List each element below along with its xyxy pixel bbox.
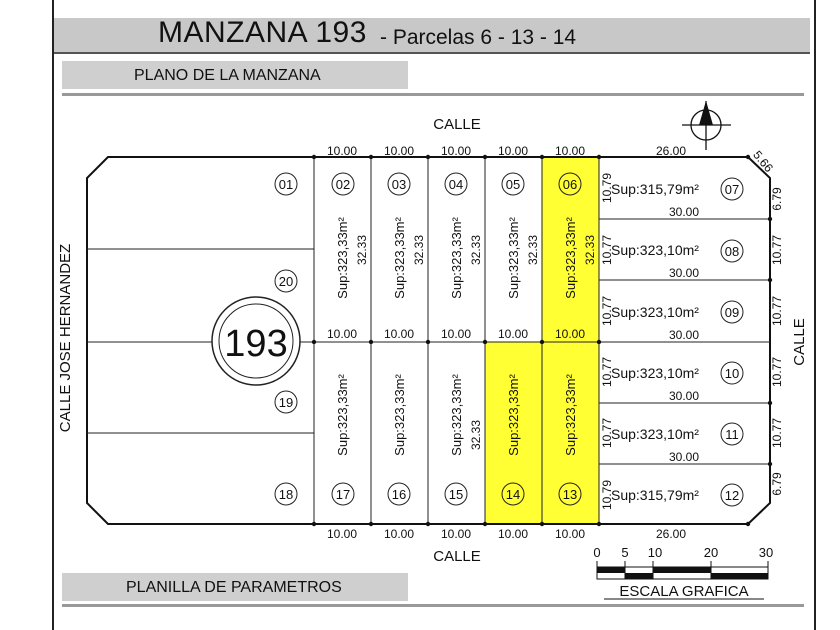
scale-tick: 0 [593,545,601,560]
dim-label: 10.77 [600,417,614,449]
dim-label: 10.00 [383,327,415,341]
area-label: Sup:323,33m² [449,374,464,456]
area-label: Sup:323,10m² [611,365,699,381]
block-number: 193 [224,323,288,365]
parcel-number: 11 [725,427,739,442]
street-top-label: CALLE [433,116,481,133]
dim-label: 32.33 [412,234,426,266]
dim-label: 10.00 [554,527,586,541]
dim-label: 10.00 [497,527,529,541]
area-label: Sup:315,79m² [611,487,699,503]
dim-label: 10.00 [497,327,529,341]
dim-label: 30.00 [668,328,700,342]
parcel-number: 01 [278,177,294,192]
graphic-scale [593,545,773,600]
dim-label: 10.00 [440,327,472,341]
right-edge-dimensions [750,148,784,496]
page-subtitle: - Parcelas 6 - 13 - 14 [380,26,577,49]
dim-label: 32.33 [583,234,597,266]
area-label: Sup:323,33m² [392,217,407,299]
parcel-number: 03 [391,177,407,192]
dim-label: 32.33 [469,419,483,451]
dim-label: 30.00 [668,266,700,280]
dim-label: 6.79 [770,187,784,211]
parcel-number: 09 [724,305,740,320]
parcel-number: 19 [278,395,294,410]
dim-label: 10.00 [554,327,586,341]
scale-tick: 30 [758,545,774,560]
dim-label: 10.77 [770,234,784,266]
parcel-number: 05 [505,177,521,192]
area-label: Sup:323,10m² [611,242,699,258]
scale-tick: 10 [647,545,663,560]
parcel-number: 17 [335,487,351,502]
street-right-label: CALLE [791,318,808,366]
dim-label: 10.79 [600,479,614,511]
parcel-number: 13 [562,487,578,502]
scale-tick: 5 [621,545,629,560]
area-label: Sup:323,10m² [611,426,699,442]
parcel-number: 06 [562,177,578,192]
dim-label: 10.79 [600,172,614,204]
area-label: Sup:323,33m² [392,374,407,456]
area-label: Sup:323,33m² [506,217,521,299]
dim-label: 30.00 [668,389,700,403]
dim-label: 10.00 [326,527,358,541]
parcel-number: 12 [724,488,740,503]
parcel-number: 08 [724,244,740,259]
dim-label: 32.33 [355,234,369,266]
bottom-dimensions [327,527,686,541]
area-label: Sup:323,33m² [563,217,578,299]
top-dimensions [327,144,686,158]
area-label: Sup:323,33m² [335,217,350,299]
dim-label: 10.00 [554,144,586,158]
dim-label: 10.00 [497,144,529,158]
area-label: Sup:323,10m² [611,304,699,320]
block-number-badge [212,297,300,385]
dim-label: 5.66 [750,147,776,175]
area-label: Sup:323,33m² [449,217,464,299]
area-label: Sup:315,79m² [611,181,699,197]
parcel-number: 14 [505,487,521,502]
dim-label: 26.00 [655,527,687,541]
dim-label: 10.77 [770,356,784,388]
dim-label: 30.00 [668,450,700,464]
dim-label: 6.79 [770,472,784,496]
dim-label: 10.77 [600,295,614,327]
dim-label: 10.00 [326,144,358,158]
area-label: Sup:323,33m² [335,374,350,456]
dim-label: 10.77 [770,295,784,327]
plan-section-title: PLANO DE LA MANZANA [134,67,321,84]
dim-label: 10.00 [383,144,415,158]
dim-label: 10.00 [440,144,472,158]
parcel-number: 15 [448,487,464,502]
dim-label: 32.33 [469,234,483,266]
inner-right-dimensions [600,173,614,510]
parcel-number: 10 [724,366,740,381]
area-label: Sup:323,33m² [563,374,578,456]
dim-label: 10.77 [600,356,614,388]
dim-label: 10.77 [770,417,784,449]
params-section-title: PLANILLA DE PARAMETROS [126,579,342,596]
dim-label: 10.00 [383,527,415,541]
north-arrow-icon [682,101,731,150]
dim-label: 30.00 [668,205,700,219]
parcel-number: 20 [278,274,294,289]
parcel-number: 16 [391,487,407,502]
dim-label: 10.77 [600,234,614,266]
parcel-number: 07 [724,182,740,197]
parcel-number: 04 [448,177,464,192]
parcel-number: 02 [335,177,351,192]
dim-label: 10.00 [326,327,358,341]
parcel-number: 18 [278,487,294,502]
page-title: MANZANA 193 [158,16,367,49]
dim-label: 10.00 [440,527,472,541]
scale-label: ESCALA GRAFICA [619,583,749,600]
street-bottom-label: CALLE [433,548,481,565]
dim-label: 32.33 [526,234,540,266]
street-left-label: CALLE JOSE HERNANDEZ [57,243,74,433]
scale-tick: 20 [703,545,719,560]
dim-label: 26.00 [655,144,687,158]
area-label: Sup:323,33m² [506,374,521,456]
